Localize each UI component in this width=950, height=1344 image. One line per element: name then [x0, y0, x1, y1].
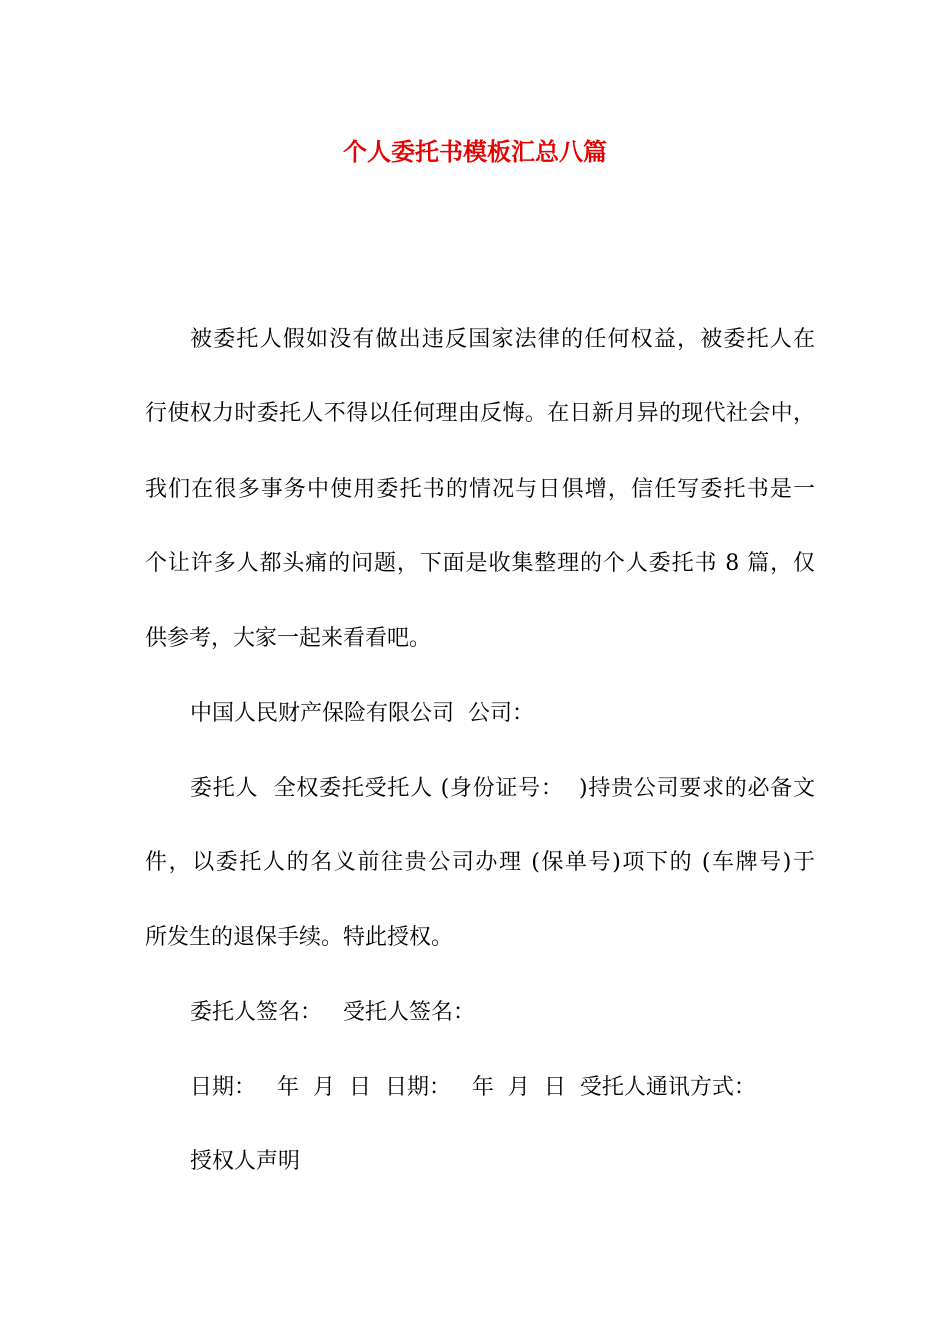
document-title: 个人委托书模板汇总八篇 [343, 137, 607, 166]
body-line-3: 所发生的退保手续。特此授权。 [145, 925, 454, 950]
date-line: 日期： 年 月 日 日期： 年 月 日 受托人通讯方式： [190, 1075, 756, 1100]
declaration-heading: 授权人声明 [190, 1149, 301, 1174]
intro-line-5: 供参考，大家一起来看看吧。 [145, 626, 432, 651]
intro-line-3: 我们在很多事务中使用委托书的情况与日俱增，信任写委托书是一 [145, 477, 815, 502]
intro-line-4: 个让许多人都头痛的问题，下面是收集整理的个人委托书 8 篇，仅 [145, 551, 815, 576]
addressee-line: 中国人民财产保险有限公司 公司： [190, 701, 534, 726]
intro-line-1: 被委托人假如没有做出违反国家法律的任何权益，被委托人在 [190, 327, 815, 352]
body-line-2: 件，以委托人的名义前往贵公司办理 (保单号)项下的 (车牌号)于 [145, 850, 815, 875]
body-line-1: 委托人 全权委托受托人 (身份证号： )持贵公司要求的必备文 [190, 776, 815, 801]
signature-line: 委托人签名： 受托人签名： [190, 1000, 475, 1025]
intro-line-2: 行使权力时委托人不得以任何理由反悔。在日新月异的现代社会中， [145, 401, 815, 426]
